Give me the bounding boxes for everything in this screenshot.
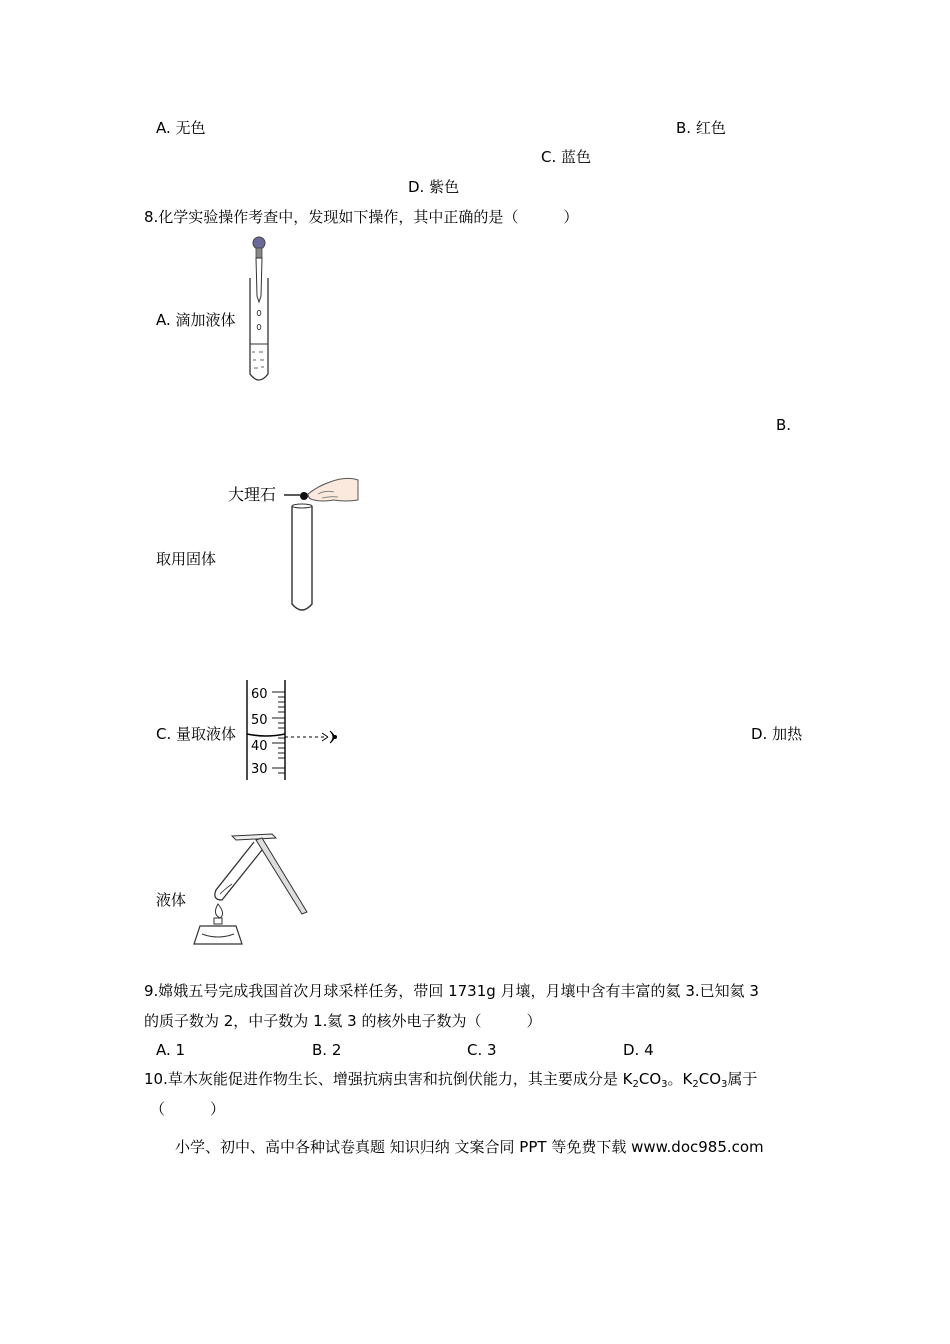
q10-sub4: 3 [721,1079,728,1090]
heating-liquid-figure [192,830,312,950]
q9-line1: 9.嫦娥五号完成我国首次月球采样任务，带回 1731g 月壤，月壤中含有丰富的氦 3.已知氦 3 [144,982,759,1000]
q10-sub3: 2 [692,1079,699,1090]
marble-label: 大理石 [228,485,277,504]
marble-test-tube-figure [226,472,366,616]
cylinder-tick-60: 60 [251,687,268,702]
dropper-test-tube-figure [240,234,280,386]
q8-option-d-letter: D. 加热 [751,725,803,743]
q10-line2: （ ） [150,1100,226,1118]
q7-option-a: A. 无色 [156,119,206,137]
q9-option-b: B. 2 [312,1041,342,1059]
cylinder-tick-30: 30 [251,762,268,777]
q10-line1 [144,1070,758,1090]
q8-option-d-text: 液体 [156,891,187,909]
q7-option-c: C. 蓝色 [541,148,592,166]
q8-option-b-text: 取用固体 [156,550,217,568]
cylinder-tick-40: 40 [251,739,268,754]
page-footer: 小学、初中、高中各种试卷真题 知识归纳 文案合同 PPT 等免费下载 www.doc985.com [175,1138,764,1156]
q8-option-c: C. 量取液体 [156,725,237,743]
q10-text-start: 10.草木灰能促进作物生长、增强抗病虫害和抗倒伏能力，其主要成分是 K [144,1070,633,1088]
q8-option-a: A. 滴加液体 [156,311,236,329]
q9-line2: 的质子数为 2，中子数为 1.氦 3 的核外电子数为（ ） [144,1012,542,1030]
q10-sub2: 3 [661,1079,668,1090]
q10-sub1: 2 [632,1079,639,1090]
q8-option-b-letter: B. [776,416,792,434]
q10-text-mid: CO [638,1070,662,1088]
q9-option-c: C. 3 [467,1041,497,1059]
q7-option-b: B. 红色 [676,119,726,137]
q10-text-mid2: 。K [667,1070,693,1088]
q9-option-d: D. 4 [623,1041,654,1059]
q10-text-mid3: CO [698,1070,721,1088]
q8-question: 8.化学实验操作考查中，发现如下操作，其中正确的是（ ） [144,208,579,226]
cylinder-tick-50: 50 [251,713,268,728]
q9-option-a: A. 1 [156,1041,186,1059]
graduated-cylinder-figure [238,680,348,782]
q7-option-d: D. 紫色 [408,178,460,196]
q10-text-end: 属于 [727,1070,758,1088]
